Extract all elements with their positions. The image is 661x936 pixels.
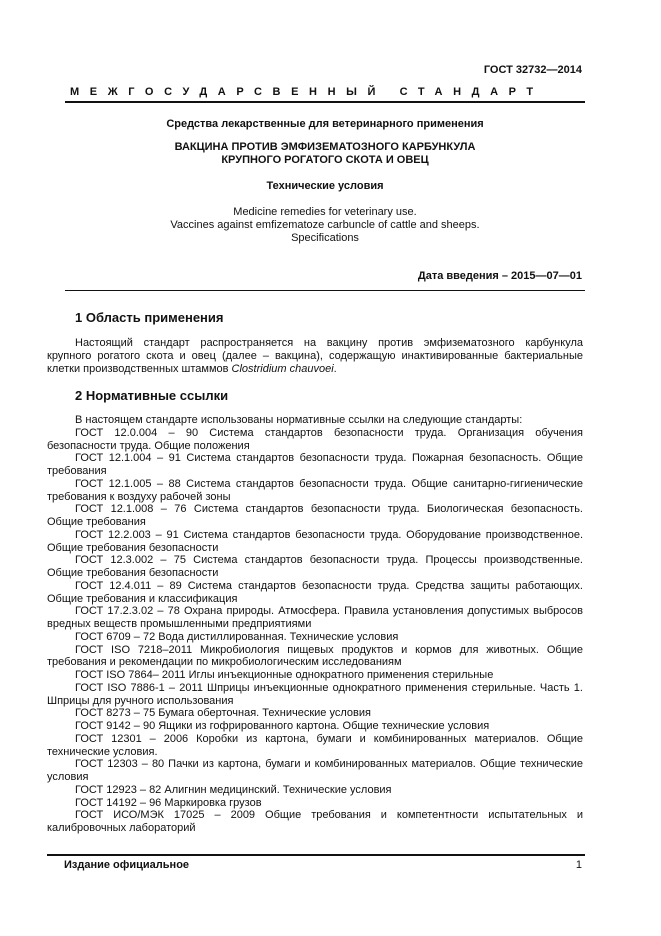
reference-line: ГОСТ 12.0.004 – 90 Система стандартов безопасности труда. Организация обучения: [75, 426, 583, 439]
section-1-line-3: клетки производственных штаммов Clostridium chauvoei.: [47, 362, 337, 375]
reference-line: ГОСТ 12.4.011 – 89 Система стандартов безопасности труда. Средства защиты работающих.: [75, 579, 583, 592]
reference-line: ГОСТ 12.1.008 – 76 Система стандартов безопасности труда. Биологическая безопасность.: [75, 503, 583, 516]
doc-title-line-1: ВАКЦИНА ПРОТИВ ЭМФИЗЕМАТОЗНОГО КАРБУНКУЛА: [174, 141, 476, 153]
reference-line: ГОСТ 12.1.005 – 88 Система стандартов безопасности труда. Общие санитарно-гигиенические: [75, 477, 583, 490]
reference-line: ГОСТ 12301 – 2006 Коробки из картона, бумаги и комбинированных материалов. Общие: [75, 732, 583, 745]
page-number: 1: [575, 859, 582, 871]
reference-line: требования к воздуху рабочей зоны: [47, 490, 231, 503]
section-1-paragraph: [47, 337, 583, 375]
reference-line: Общие требования безопасности: [47, 541, 219, 554]
bacteria-name: Clostridium chauvoei: [231, 362, 334, 375]
reference-line: ГОСТ ИСО/МЭК 17025 – 2009 Общие требования и компетентности испытательных и: [75, 809, 583, 822]
reference-line: ГОСТ 14192 – 96 Маркировка грузов: [75, 796, 262, 809]
reference-line: Общие требования и классификация: [47, 592, 238, 605]
doc-title-line-2: КРУПНОГО РОГАТОГО СКОТА И ОВЕЦ: [221, 154, 429, 166]
header-rule: [65, 101, 585, 103]
reference-line: ГОСТ 9142 – 90 Ящики из гофрированного картона. Общие технические условия: [75, 720, 490, 732]
reference-line: Шприцы для ручного использования: [47, 694, 234, 707]
normative-references-list: [47, 414, 583, 835]
gost-number: ГОСТ 32732—2014: [483, 64, 582, 76]
introduction-date: Дата введения – 2015—07—01: [417, 270, 582, 282]
reference-line: В настоящем стандарте использованы нормативные ссылки на следующие стандарты:: [75, 414, 523, 426]
reference-line: ГОСТ 12923 – 82 Алигнин медицинский. Технические условия: [75, 783, 392, 796]
official-edition-label: Издание официальное: [64, 859, 190, 871]
reference-line: ГОСТ 12.2.003 – 91 Система стандартов безопасности труда. Оборудование производственное.: [75, 528, 583, 541]
reference-line: требования: [47, 465, 107, 477]
doc-subtitle: Технические условия: [266, 180, 384, 192]
section-1-line-1: Настоящий стандарт распространяется на вакцину против эмфизематозного карбункула: [75, 337, 583, 349]
reference-line: технические условия.: [47, 745, 158, 758]
reference-line: вредных веществ промышленными предприятиями: [47, 618, 312, 630]
section-2-title: 2 Нормативные ссылки: [75, 388, 229, 403]
reference-line: ГОСТ 12.1.004 – 91 Система стандартов безопасности труда. Пожарная безопасность. Общие: [75, 452, 583, 465]
reference-line: требования и рекомендации по микробиологическим исследованиям: [47, 656, 402, 669]
reference-line: безопасности труда. Общие положения: [47, 439, 250, 452]
doc-title-en-line-2: Vaccines against emfizematoze carbuncle of cattle and sheeps.: [170, 219, 480, 231]
reference-line: ГОСТ ISO 7864– 2011 Иглы инъекционные однократного применения стерильные: [75, 669, 494, 681]
doc-title-en-line-3: Specifications: [291, 232, 359, 244]
reference-line: ГОСТ 8273 – 75 Бумага оберточная. Технические условия: [75, 707, 371, 720]
reference-line: ГОСТ ISO 7218–2011 Микробиология пищевых продуктов и кормов для животных. Общие: [75, 643, 583, 656]
reference-line: ГОСТ 12.3.002 – 75 Система стандартов безопасности труда. Процессы производственные.: [75, 554, 583, 567]
footer-rule: [47, 854, 585, 856]
reference-line: ГОСТ 17.2.3.02 – 78 Охрана природы. Атмосфера. Правила установления допустимых выбросов: [75, 605, 583, 618]
reference-line: Общие требования безопасности: [47, 567, 219, 579]
reference-line: ГОСТ 12303 – 80 Пачки из картона, бумаги и комбинированных материалов. Общие технические: [75, 758, 583, 771]
interstate-standard-label: МЕЖГОСУДАРСВЕННЫЙ СТАНДАРТ: [70, 86, 544, 98]
reference-line: ГОСТ 6709 – 72 Вода дистиллированная. Технические условия: [75, 630, 399, 643]
reference-line: ГОСТ ISO 7886-1 – 2011 Шприцы инъекционные однократного применения стерильные. Часть 1.: [75, 681, 583, 694]
reference-line: условия: [47, 771, 89, 783]
doc-title: [66, 141, 584, 167]
doc-title-english: [66, 206, 584, 245]
date-rule: [65, 290, 585, 291]
section-1-title: 1 Область применения: [75, 310, 224, 325]
doc-category: Средства лекарственные для ветеринарного применения: [166, 118, 484, 130]
reference-line: Общие требования: [47, 516, 146, 528]
section-1-line-2: крупного рогатого скота и овец (далее – вакцина), содержащую инактивированные бактериальные: [47, 349, 583, 362]
doc-title-en-line-1: Medicine remedies for veterinary use.: [233, 206, 417, 218]
reference-line: калибровочных лабораторий: [47, 822, 196, 834]
